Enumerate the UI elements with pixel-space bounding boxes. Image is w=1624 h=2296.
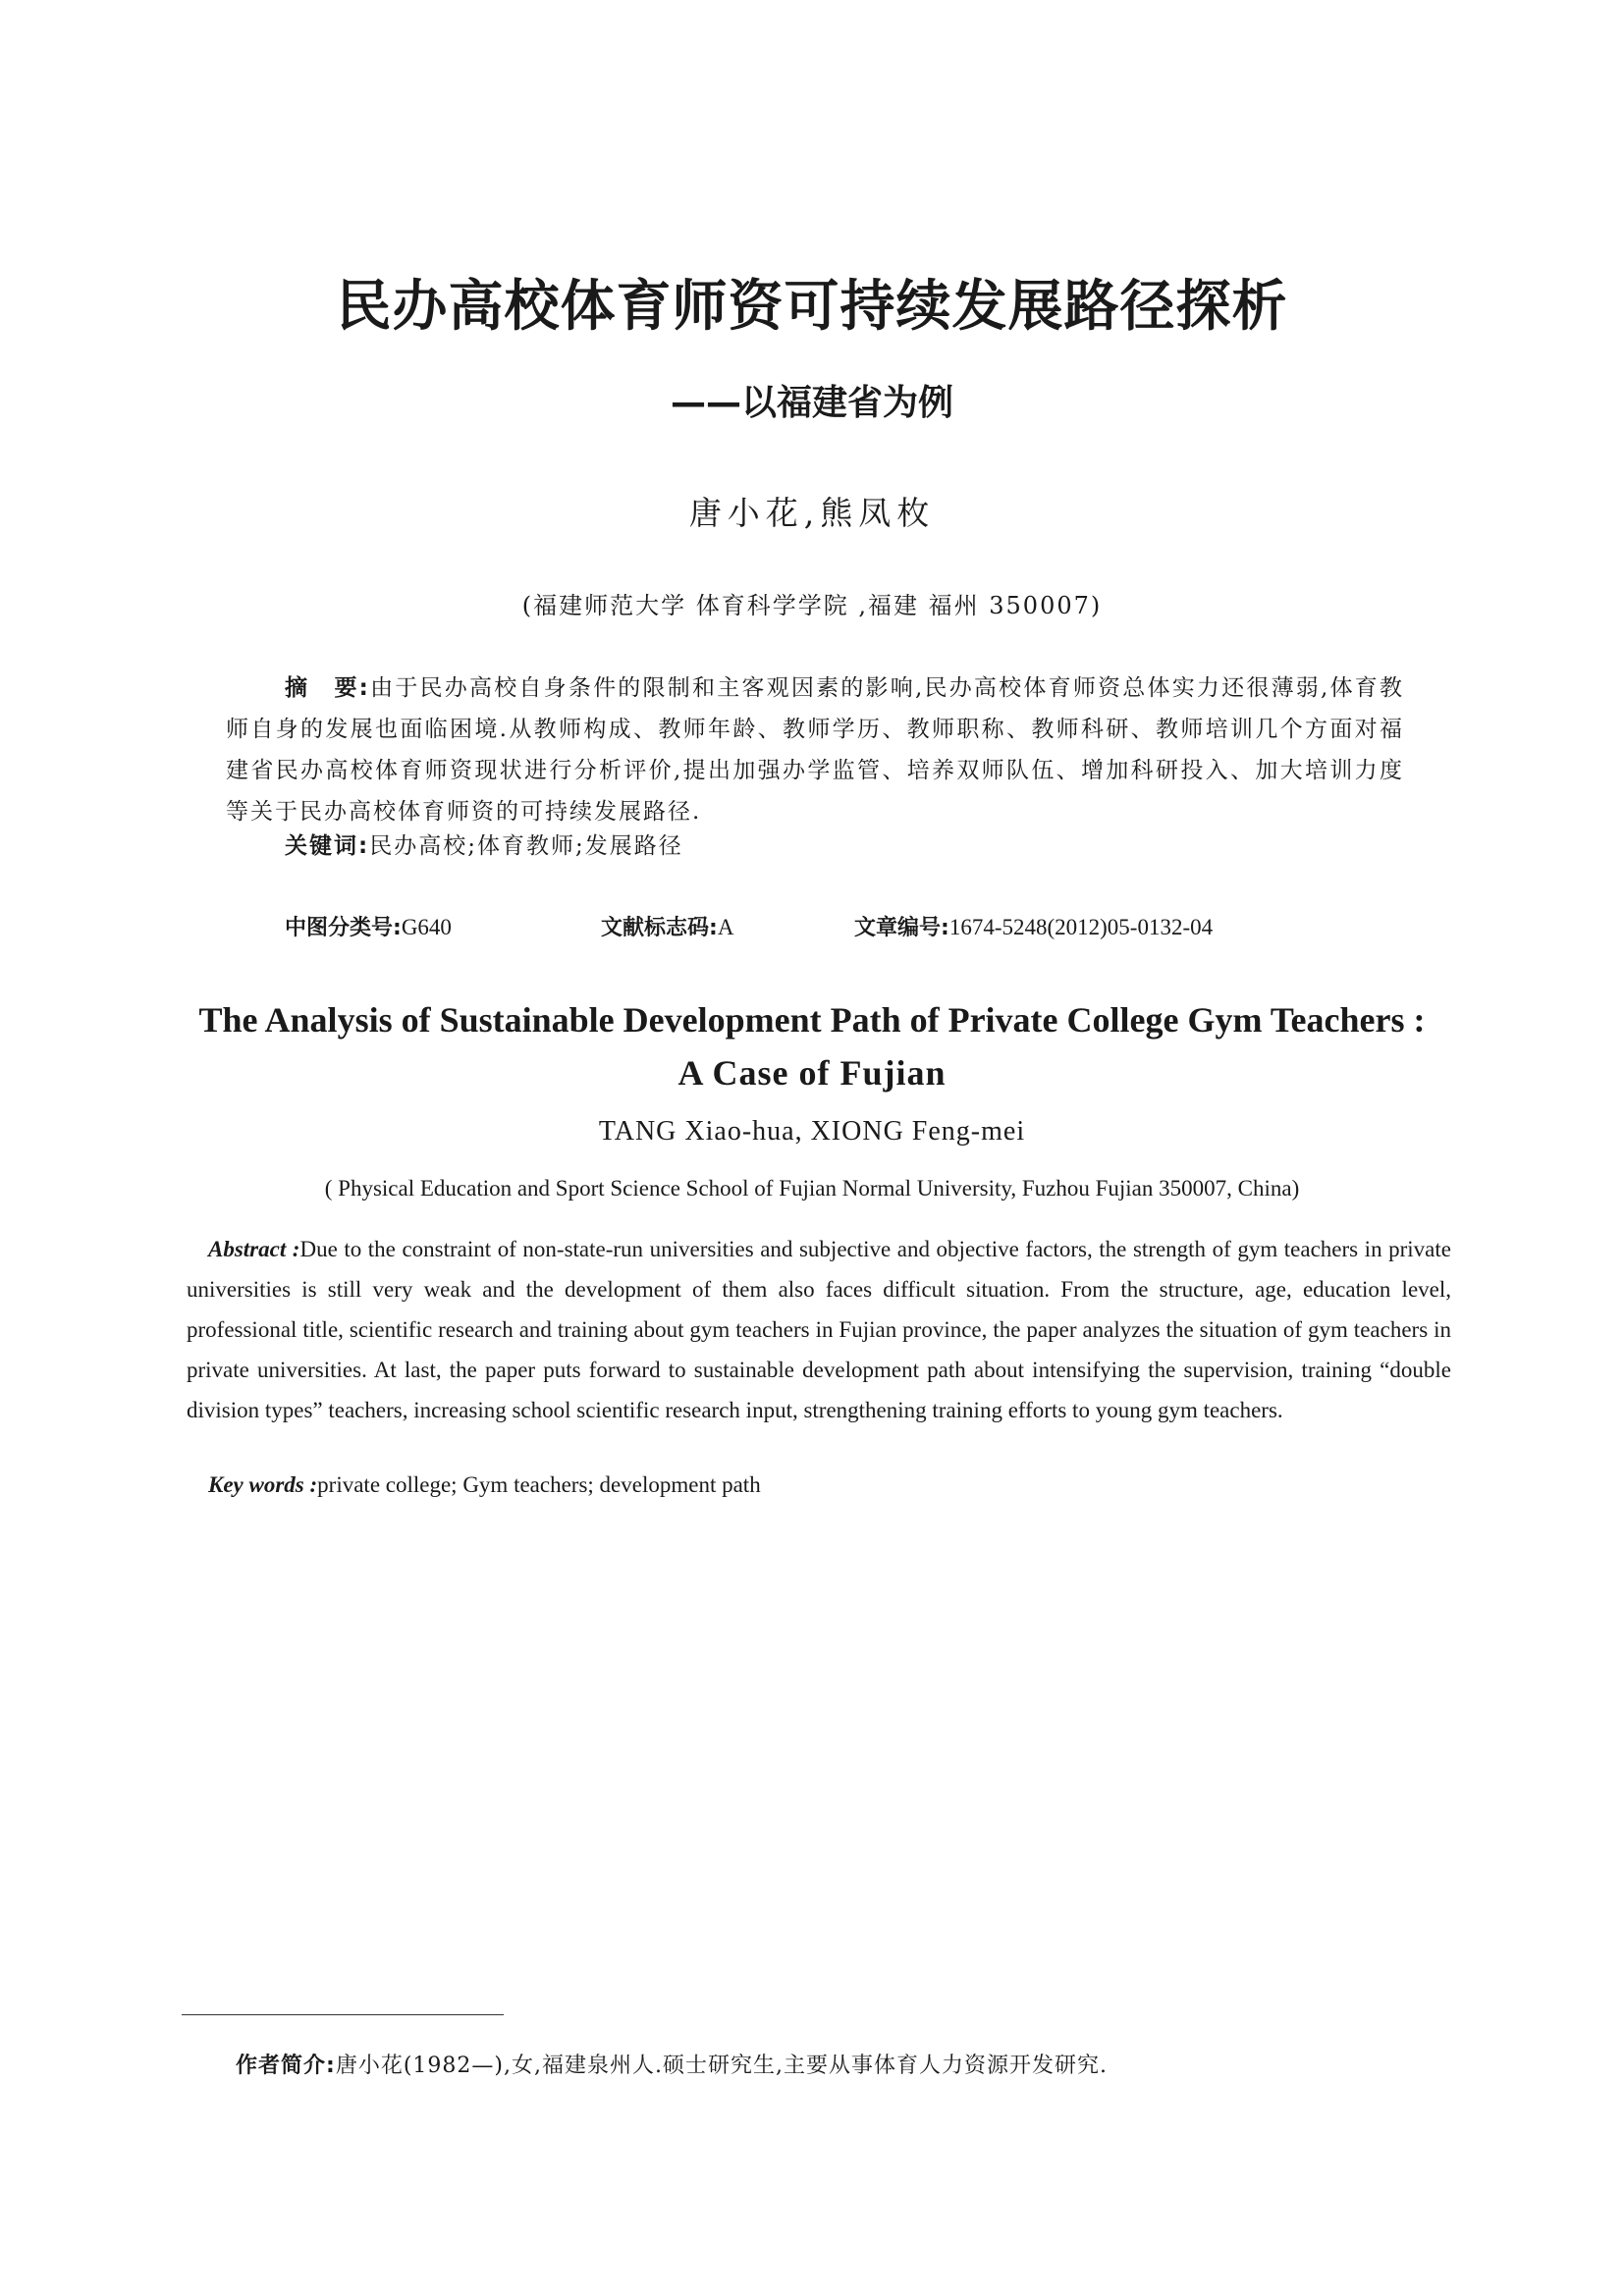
author-bio-label: 作者简介:: [236, 2054, 336, 2078]
document-code-label: 文献标志码:: [601, 916, 718, 940]
paper-title-cn: 民办高校体育师资可持续发展路径探析: [336, 275, 1288, 339]
abstract-en-label: Abstract :: [208, 1237, 300, 1261]
clc-label: 中图分类号:: [285, 916, 402, 940]
keywords-cn: [285, 828, 683, 860]
keywords-en-label: Key words :: [208, 1472, 318, 1497]
abstract-cn: [226, 667, 1404, 832]
abstract-cn-text: 由于民办高校自身条件的限制和主客观因素的影响,民办高校体育师资总体实力还很薄弱,体育教师自身的发展也面临困境.从教师构成、教师年龄、教师学历、教师职称、教师科研、教师培训几个方面对福建省民办高校体育师资现状进行分析评价,提出加强办学监管、培养双师队伍、增加科研投入、加大培训力度等关于民办高校体育师资的可持续发展路径.: [226, 675, 1405, 825]
paper-subtitle-cn: ——以福建省为例: [670, 383, 953, 423]
article-number-value: 1674-5248(2012)05-0132-04: [948, 915, 1214, 939]
author-bio-footnote: [236, 2049, 1108, 2079]
title-en-line2: A Case of Fujian: [677, 1053, 947, 1093]
authors-en: TANG Xiao-hua, XIONG Feng-mei: [598, 1116, 1026, 1147]
affiliation-cn: (福建师范大学 体育科学学院 ,福建 福州 350007): [521, 592, 1103, 619]
abstract-en-text: Due to the constraint of non-state-run universities and subjective and objective factors, the strength of gym teachers in private universities is still very weak and the development of them also faces difficult situation. From the structure, age, education level, professional title, scientific research and training about gym teachers in Fujian province, the paper analyzes the situation of gym teachers in private universities. At last, the paper puts forward to sustainable development path about intensifying the supervision, training “double division types” teachers, increasing school scientific research input, strengthening training efforts to young gym teachers.: [187, 1237, 1451, 1422]
keywords-en-text: private college; Gym teachers; development path: [317, 1472, 761, 1497]
abstract-cn-label: 摘 要:: [285, 675, 370, 701]
paper-title-en: [0, 993, 1624, 1099]
article-number-label: 文章编号:: [854, 916, 949, 940]
document-code: [601, 911, 733, 941]
clc-value: G640: [401, 915, 452, 939]
author-bio-text: 唐小花(1982—),女,福建泉州人.硕士研究生,主要从事体育人力资源开发研究.: [335, 2054, 1108, 2078]
footnote-divider: [182, 2014, 504, 2015]
clc-number: [285, 911, 452, 941]
article-number: [854, 911, 1213, 941]
document-code-value: A: [717, 915, 734, 939]
keywords-cn-text: 民办高校;体育教师;发展路径: [369, 833, 683, 859]
title-en-line1: The Analysis of Sustainable Development Path of Private College Gym Teachers :: [198, 1000, 1426, 1040]
authors-cn: 唐小花,熊凤枚: [688, 494, 936, 532]
keywords-cn-label: 关键词:: [285, 833, 370, 859]
keywords-en: [208, 1472, 761, 1498]
affiliation-en: ( Physical Education and Sport Science School of Fujian Normal University, Fuzhou Fujian 350007, China): [324, 1176, 1300, 1201]
abstract-en: [187, 1229, 1451, 1430]
